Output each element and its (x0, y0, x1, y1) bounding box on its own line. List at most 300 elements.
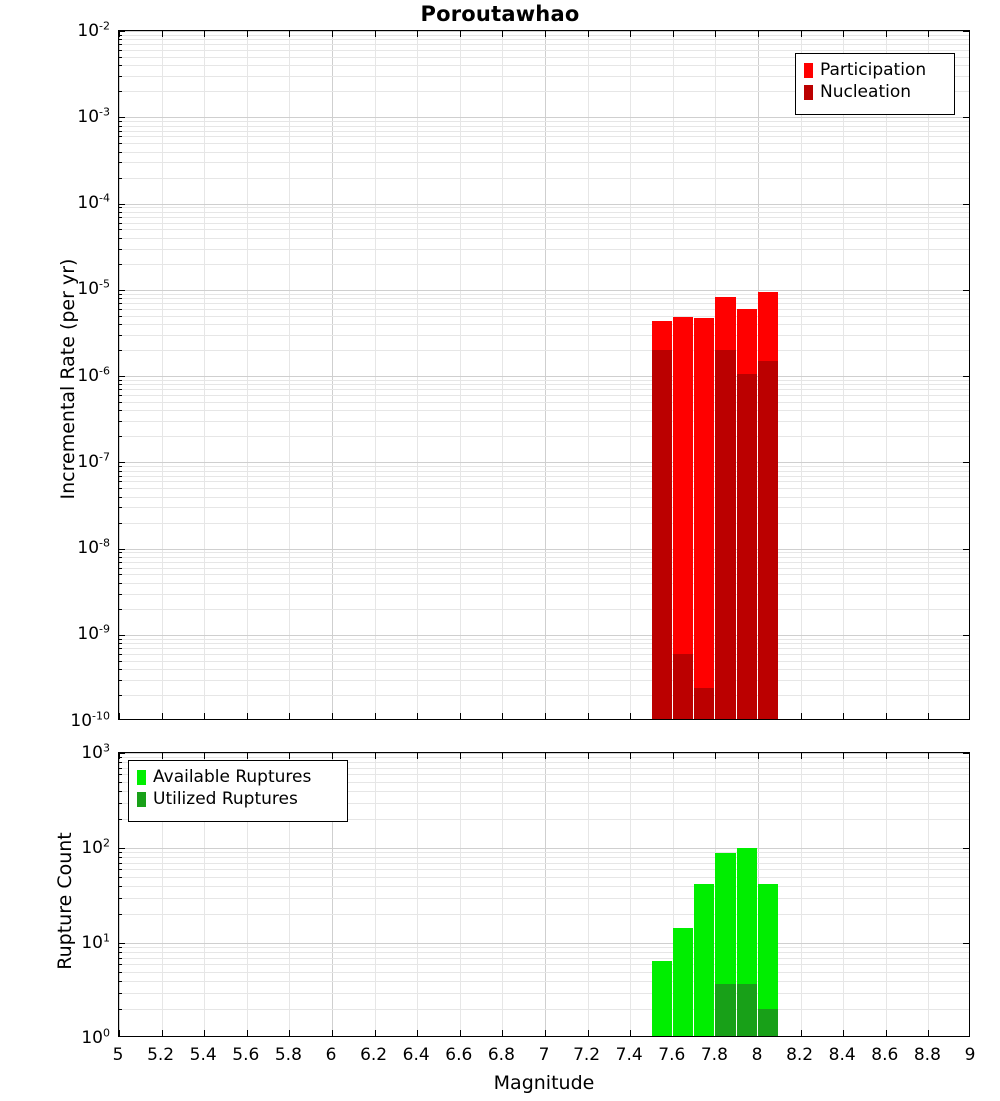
y-tick-minor (119, 981, 122, 982)
x-tick (289, 1030, 290, 1036)
gridline-horizontal (119, 669, 969, 670)
x-tick (332, 753, 333, 759)
gridline-horizontal (119, 471, 969, 472)
x-tick-label: 7.2 (573, 1045, 601, 1065)
x-tick-label: 6.8 (487, 1045, 515, 1065)
gridline-horizontal (119, 898, 969, 899)
gridline-horizontal (119, 294, 969, 295)
y-tick (119, 848, 125, 849)
x-tick (588, 1030, 589, 1036)
gridline-horizontal (119, 50, 969, 51)
x-tick (630, 1030, 631, 1036)
gridline-horizontal (119, 583, 969, 584)
y-tick-minor (119, 791, 122, 792)
gridline-vertical (332, 31, 333, 719)
y-tick-minor (119, 57, 122, 58)
x-tick (119, 1030, 120, 1036)
x-tick (417, 713, 418, 719)
legend-label: Participation (820, 60, 927, 80)
y-tick (119, 635, 125, 636)
x-tick (247, 1030, 248, 1036)
bar-available-ruptures (694, 884, 714, 1036)
x-tick (630, 31, 631, 37)
x-tick (502, 713, 503, 719)
x-tick (375, 753, 376, 759)
y-tick-minor (119, 436, 122, 437)
gridline-horizontal (119, 389, 969, 390)
gridline-horizontal (119, 212, 969, 213)
gridline-horizontal (119, 384, 969, 385)
x-tick (588, 753, 589, 759)
x-tick (460, 713, 461, 719)
y-tick-minor (119, 964, 122, 965)
gridline-horizontal (119, 223, 969, 224)
y-tick-minor (119, 229, 122, 230)
y-tick (963, 635, 969, 636)
y-tick-minor (119, 669, 122, 670)
legend-swatch-icon (137, 792, 146, 807)
bar-utilized-ruptures (715, 984, 735, 1036)
x-tick (119, 753, 120, 759)
x-tick-label: 6.6 (445, 1045, 473, 1065)
incremental-rate-legend-item (804, 81, 946, 103)
y-tick-minor (119, 609, 122, 610)
gridline-horizontal (119, 488, 969, 489)
gridline-horizontal (119, 410, 969, 411)
x-tick-label: 6 (325, 1045, 337, 1065)
x-tick (204, 31, 205, 37)
gridline-horizontal (119, 376, 969, 377)
y-tick (119, 376, 125, 377)
y-tick-minor (119, 238, 122, 239)
gridline-horizontal (119, 303, 969, 304)
gridline-horizontal (119, 981, 969, 982)
y-tick (963, 462, 969, 463)
x-tick-label: 9 (964, 1045, 976, 1065)
y-tick-minor (119, 126, 122, 127)
axis2-x-title: Magnitude (493, 1072, 595, 1094)
y-tick-label: $10^{-6}$ (77, 364, 110, 386)
y-tick-minor (119, 410, 122, 411)
x-tick (758, 753, 759, 759)
y-tick-minor (119, 488, 122, 489)
y-tick-minor (119, 249, 122, 250)
y-tick-minor (119, 143, 122, 144)
legend-label: Nucleation (820, 82, 912, 102)
gridline-horizontal (119, 952, 969, 953)
gridline-vertical (928, 31, 929, 719)
gridline-horizontal (119, 131, 969, 132)
gridline-horizontal (119, 309, 969, 310)
x-tick (162, 753, 163, 759)
y-tick-minor (119, 958, 122, 959)
y-tick-minor (119, 654, 122, 655)
y-tick-minor (119, 298, 122, 299)
gridline-horizontal (119, 695, 969, 696)
bar-nucleation (673, 654, 693, 719)
x-tick (886, 713, 887, 719)
gridline-vertical (375, 31, 376, 719)
gridline-horizontal (119, 421, 969, 422)
x-tick (801, 753, 802, 759)
gridline-horizontal (119, 476, 969, 477)
x-tick (502, 753, 503, 759)
y-tick-minor (119, 466, 122, 467)
x-tick (928, 713, 929, 719)
gridline-horizontal (119, 914, 969, 915)
y-tick-minor (119, 993, 122, 994)
y-tick (963, 753, 969, 754)
gridline-horizontal (119, 680, 969, 681)
gridline-vertical (119, 31, 120, 719)
x-tick (801, 1030, 802, 1036)
gridline-horizontal (119, 568, 969, 569)
y-tick-minor (119, 421, 122, 422)
gridline-horizontal (119, 402, 969, 403)
y-tick-minor (119, 972, 122, 973)
y-tick-minor (119, 568, 122, 569)
y-tick-minor (119, 481, 122, 482)
gridline-horizontal (119, 229, 969, 230)
bar-nucleation (694, 688, 714, 719)
x-tick (204, 1030, 205, 1036)
x-tick (247, 713, 248, 719)
y-tick-minor (119, 574, 122, 575)
x-tick-label: 6.2 (360, 1045, 388, 1065)
bar-available-ruptures (673, 928, 693, 1036)
gridline-horizontal (119, 126, 969, 127)
y-tick-minor (119, 44, 122, 45)
x-tick (289, 713, 290, 719)
gridline-horizontal (119, 481, 969, 482)
x-tick (928, 1030, 929, 1036)
gridline-horizontal (119, 661, 969, 662)
y-tick-minor (119, 782, 122, 783)
gridline-horizontal (119, 436, 969, 437)
gridline-horizontal (119, 943, 969, 944)
x-tick (843, 31, 844, 37)
bar-nucleation (737, 374, 757, 719)
y-tick-minor (119, 212, 122, 213)
y-tick-minor (119, 507, 122, 508)
y-tick-minor (119, 497, 122, 498)
x-tick (843, 1030, 844, 1036)
gridline-vertical (502, 31, 503, 719)
legend-swatch-icon (137, 770, 146, 785)
y-tick-minor (119, 594, 122, 595)
y-tick (963, 117, 969, 118)
y-tick-minor (119, 294, 122, 295)
y-tick (963, 31, 969, 32)
x-tick (460, 31, 461, 37)
gridline-horizontal (119, 549, 969, 550)
y-tick-minor (119, 819, 122, 820)
gridline-horizontal (119, 869, 969, 870)
x-tick (375, 31, 376, 37)
y-tick-minor (119, 217, 122, 218)
gridline-vertical (545, 31, 546, 719)
y-tick-minor (119, 152, 122, 153)
gridline-horizontal (119, 350, 969, 351)
gridline-horizontal (119, 143, 969, 144)
incremental-rate-legend (795, 53, 955, 115)
y-tick (119, 549, 125, 550)
gridline-horizontal (119, 44, 969, 45)
x-tick (162, 31, 163, 37)
y-tick-label: $10^{-5}$ (77, 277, 110, 300)
gridline-vertical (460, 31, 461, 719)
y-tick-minor (119, 50, 122, 51)
y-tick-minor (119, 121, 122, 122)
y-tick-minor (119, 389, 122, 390)
gridline-horizontal (119, 523, 969, 524)
y-tick-minor (119, 207, 122, 208)
gridline-horizontal (119, 562, 969, 563)
gridline-horizontal (119, 324, 969, 325)
x-tick (588, 713, 589, 719)
gridline-horizontal (119, 152, 969, 153)
y-tick-minor (119, 39, 122, 40)
bar-available-ruptures (652, 961, 672, 1036)
y-tick-minor (119, 76, 122, 77)
y-tick-minor (119, 661, 122, 662)
gridline-vertical (162, 31, 163, 719)
gridline-horizontal (119, 848, 969, 849)
y-tick-label: $10^{-8}$ (77, 536, 110, 559)
gridline-vertical (630, 31, 631, 719)
y-tick-minor (119, 562, 122, 563)
gridline-horizontal (119, 497, 969, 498)
x-tick (204, 753, 205, 759)
legend-swatch-icon (804, 63, 813, 78)
gridline-horizontal (119, 877, 969, 878)
x-tick (375, 713, 376, 719)
x-tick (886, 1030, 887, 1036)
y-tick-minor (119, 395, 122, 396)
gridline-horizontal (119, 557, 969, 558)
x-tick-label: 7.6 (658, 1045, 686, 1065)
bar-nucleation (652, 350, 672, 719)
gridline-horizontal (119, 857, 969, 858)
x-tick-label: 8 (751, 1045, 763, 1065)
gridline-horizontal (119, 964, 969, 965)
y-tick (963, 204, 969, 205)
gridline-vertical (801, 31, 802, 719)
y-tick-minor (119, 803, 122, 804)
gridline-horizontal (119, 972, 969, 973)
gridline-horizontal (119, 552, 969, 553)
gridline-horizontal (119, 290, 969, 291)
x-tick-label: 8.2 (786, 1045, 814, 1065)
legend-label: Utilized Ruptures (153, 789, 298, 809)
x-tick (289, 31, 290, 37)
incremental-rate-chart (118, 30, 970, 720)
gridline-horizontal (119, 643, 969, 644)
x-tick (588, 31, 589, 37)
x-tick (119, 713, 120, 719)
gridline-vertical (417, 31, 418, 719)
gridline-horizontal (119, 886, 969, 887)
y-tick-minor (119, 557, 122, 558)
y-tick-label: $10^{-3}$ (77, 105, 110, 128)
x-tick (119, 31, 120, 37)
gridline-horizontal (119, 852, 969, 853)
y-tick-label: $10^{-2}$ (77, 19, 110, 41)
y-tick (963, 943, 969, 944)
y-tick-minor (119, 523, 122, 524)
y-tick-minor (119, 324, 122, 325)
y-tick-minor (119, 65, 122, 66)
gridline-horizontal (119, 466, 969, 467)
gridline-horizontal (119, 863, 969, 864)
y-tick-minor (119, 762, 122, 763)
y-tick-minor (119, 852, 122, 853)
gridline-horizontal (119, 574, 969, 575)
x-tick (375, 1030, 376, 1036)
gridline-horizontal (119, 648, 969, 649)
gridline-vertical (843, 31, 844, 719)
x-tick (630, 753, 631, 759)
y-tick-minor (119, 264, 122, 265)
x-tick (417, 753, 418, 759)
y-tick (119, 943, 125, 944)
y-tick-minor (119, 643, 122, 644)
y-tick-label: $10^{-9}$ (77, 622, 110, 645)
y-tick-minor (119, 316, 122, 317)
y-tick-minor (119, 476, 122, 477)
gridline-vertical (247, 31, 248, 719)
gridline-horizontal (119, 316, 969, 317)
y-tick-minor (119, 350, 122, 351)
gridline-vertical (588, 31, 589, 719)
gridline-horizontal (119, 993, 969, 994)
x-tick (545, 753, 546, 759)
x-tick (801, 31, 802, 37)
y-tick-label: $10^{-7}$ (77, 450, 110, 473)
x-tick-label: 5.4 (189, 1045, 217, 1065)
gridline-horizontal (119, 249, 969, 250)
y-tick-minor (119, 303, 122, 304)
y-tick-minor (119, 552, 122, 553)
gridline-horizontal (119, 947, 969, 948)
x-tick (162, 1030, 163, 1036)
y-tick-label: $10^{-4}$ (77, 191, 110, 214)
x-tick (460, 753, 461, 759)
y-tick-minor (119, 947, 122, 948)
bar-utilized-ruptures (737, 984, 757, 1036)
x-tick (758, 31, 759, 37)
x-tick (332, 713, 333, 719)
y-tick (119, 290, 125, 291)
y-tick-minor (119, 223, 122, 224)
rupture-count-legend (128, 760, 348, 822)
bar-nucleation (715, 350, 735, 719)
y-tick-label: $10^0$ (81, 1026, 110, 1048)
y-tick-minor (119, 131, 122, 132)
incremental-rate-legend-item (804, 59, 946, 81)
y-tick-minor (119, 648, 122, 649)
y-tick (963, 549, 969, 550)
gridline-horizontal (119, 264, 969, 265)
page-title: Poroutawhao (420, 2, 580, 26)
y-tick-label: $10^3$ (81, 741, 110, 763)
y-tick-minor (119, 952, 122, 953)
rupture-count-legend-item (137, 766, 339, 788)
x-tick (886, 31, 887, 37)
y-tick-minor (119, 886, 122, 887)
gridline-horizontal (119, 204, 969, 205)
x-tick (247, 31, 248, 37)
x-tick (545, 31, 546, 37)
x-tick-label: 8.6 (871, 1045, 899, 1065)
x-tick (886, 753, 887, 759)
x-tick (928, 31, 929, 37)
x-tick-label: 8.4 (828, 1045, 856, 1065)
x-tick-label: 5.2 (147, 1045, 175, 1065)
y-tick-minor (119, 136, 122, 137)
x-tick (715, 753, 716, 759)
x-tick (545, 713, 546, 719)
y-tick-minor (119, 914, 122, 915)
gridline-horizontal (119, 639, 969, 640)
x-tick (630, 713, 631, 719)
y-tick (119, 117, 125, 118)
gridline-horizontal (119, 298, 969, 299)
x-tick (204, 713, 205, 719)
y-tick-minor (119, 162, 122, 163)
x-tick-label: 5.6 (232, 1045, 260, 1065)
x-tick-label: 5.8 (274, 1045, 302, 1065)
x-tick-label: 8.8 (913, 1045, 941, 1065)
gridline-vertical (886, 31, 887, 719)
x-tick (289, 753, 290, 759)
y-tick-label: $10^1$ (81, 931, 110, 953)
x-tick (843, 753, 844, 759)
gridline-horizontal (119, 507, 969, 508)
x-tick (715, 31, 716, 37)
x-tick (673, 31, 674, 37)
x-tick (247, 753, 248, 759)
gridline-vertical (289, 31, 290, 719)
y-tick-minor (119, 178, 122, 179)
x-tick (673, 753, 674, 759)
gridline-horizontal (119, 609, 969, 610)
y-tick (963, 376, 969, 377)
gridline-horizontal (119, 162, 969, 163)
y-tick-minor (119, 863, 122, 864)
bar-participation (694, 318, 714, 719)
y-tick-minor (119, 774, 122, 775)
gridline-horizontal (119, 121, 969, 122)
gridline-horizontal (119, 39, 969, 40)
y-tick-minor (119, 898, 122, 899)
gridline-horizontal (119, 462, 969, 463)
y-tick-minor (119, 384, 122, 385)
axis1-y-title: Incremental Rate (per yr) (57, 258, 79, 500)
gridline-horizontal (119, 380, 969, 381)
gridline-horizontal (119, 654, 969, 655)
x-tick (545, 1030, 546, 1036)
x-tick-label: 6.4 (402, 1045, 430, 1065)
x-tick (928, 753, 929, 759)
y-tick-label: $10^{-10}$ (70, 709, 110, 731)
x-tick (502, 1030, 503, 1036)
x-tick-label: 7 (538, 1045, 550, 1065)
x-tick (162, 713, 163, 719)
gridline-horizontal (119, 238, 969, 239)
y-tick-minor (119, 639, 122, 640)
gridline-horizontal (119, 335, 969, 336)
